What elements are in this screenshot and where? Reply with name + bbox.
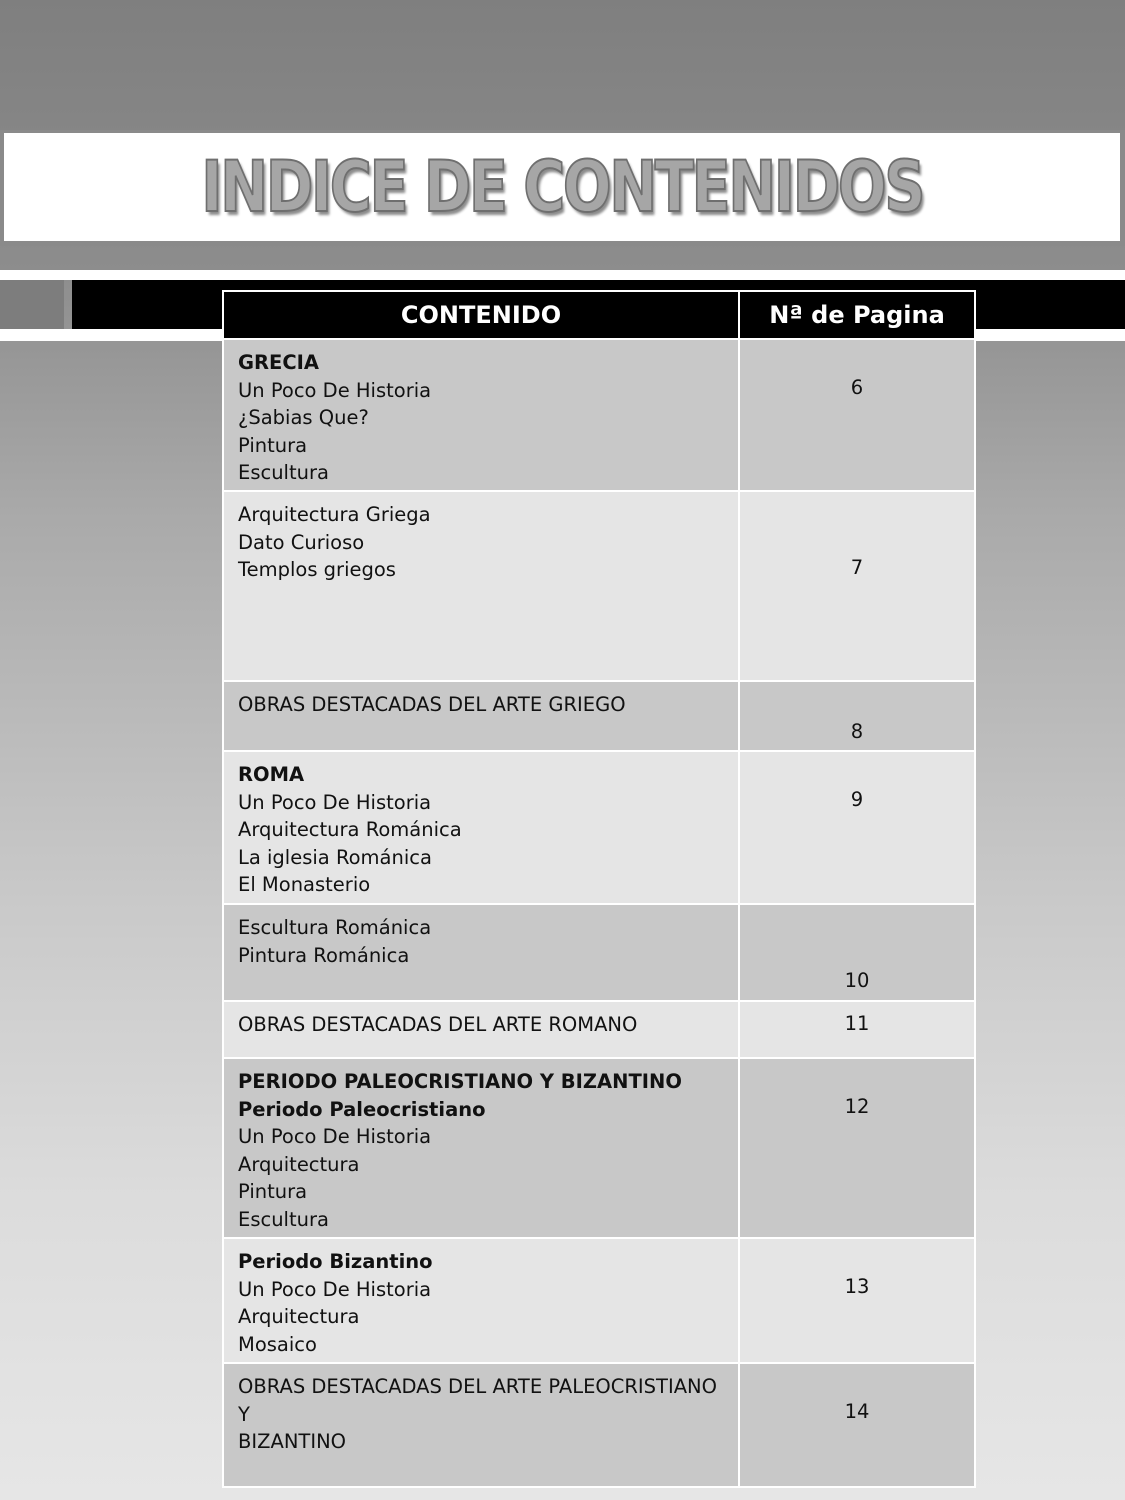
header-contenido: CONTENIDO (223, 291, 739, 339)
table-row (223, 1363, 975, 1487)
contents-entry: Escultura Románica (238, 916, 432, 939)
contents-entry: ¿Sabias Que? (238, 406, 369, 430)
title-banner (0, 130, 1125, 246)
page-number: 14 (844, 1400, 870, 1423)
page-number: 13 (844, 1275, 870, 1298)
page-number: 10 (844, 969, 870, 992)
contents-cell (223, 1001, 739, 1058)
table-row (223, 904, 975, 1001)
contents-entry: Escultura (238, 461, 329, 485)
contents-entry: Arquitectura (238, 1152, 360, 1176)
contents-cell (223, 681, 739, 751)
contents-cell (223, 339, 739, 491)
contents-entry: Arquitectura Románica (238, 818, 462, 842)
contents-entry: Dato Curioso (238, 530, 365, 554)
contents-entry: Pintura Románica (238, 943, 410, 967)
contents-cell (223, 1058, 739, 1238)
divider-top (0, 270, 1125, 280)
contents-entry: ROMA (238, 763, 305, 786)
table-row (223, 1058, 975, 1238)
table-header-row (223, 291, 975, 339)
contents-entry: PERIODO PALEOCRISTIANO Y BIZANTINO (238, 1070, 682, 1093)
table-row (223, 491, 975, 681)
contents-cell (223, 751, 739, 904)
contents-entry: Arquitectura Griega (238, 503, 431, 526)
page-number-cell (739, 491, 975, 681)
page-number-cell (739, 1058, 975, 1238)
page-number-cell (739, 339, 975, 491)
table-row (223, 1001, 975, 1058)
contents-cell (223, 1363, 739, 1487)
page-number-cell (739, 904, 975, 1001)
contents-entry: Pintura (238, 1180, 308, 1204)
table-row (223, 1238, 975, 1363)
page-number-cell (739, 1363, 975, 1487)
contents-entry: OBRAS DESTACADAS DEL ARTE GRIEGO (238, 693, 626, 716)
contents-entry: Arquitectura (238, 1305, 360, 1329)
header-page-number: Nª de Pagina (739, 291, 975, 339)
contents-entry: Periodo Paleocristiano (238, 1097, 486, 1121)
contents-entry: Pintura (238, 433, 308, 457)
page-number-cell (739, 751, 975, 904)
contents-entry: GRECIA (238, 351, 319, 374)
page-number: 6 (850, 376, 864, 399)
contents-entry: El Monasterio (238, 873, 371, 897)
page-number-cell (739, 1238, 975, 1363)
page-number: 11 (844, 1012, 870, 1035)
contents-entry: Un Poco De Historia (238, 1277, 432, 1301)
header-band-left (0, 280, 64, 329)
contents-entry: Un Poco De Historia (238, 1125, 432, 1149)
contents-cell (223, 1238, 739, 1363)
page-number: 8 (850, 720, 864, 743)
table-row (223, 681, 975, 751)
page-title: INDICE DE CONTENIDOS (201, 146, 923, 228)
page-number-cell (739, 1001, 975, 1058)
contents-entry: Templos griegos (238, 558, 396, 582)
contents-entry: Un Poco De Historia (238, 790, 432, 814)
title-box (4, 133, 1120, 241)
contents-entry: Un Poco De Historia (238, 378, 432, 402)
page-number: 12 (844, 1095, 870, 1118)
contents-cell (223, 491, 739, 681)
contents-entry: OBRAS DESTACADAS DEL ARTE PALEOCRISTIANO Y (238, 1375, 717, 1426)
table-row (223, 751, 975, 904)
page-number: 7 (850, 556, 864, 579)
contents-entry: Mosaico (238, 1332, 317, 1356)
page-number: 9 (850, 788, 864, 811)
table-row (223, 339, 975, 491)
contents-entry: Escultura (238, 1207, 329, 1231)
contents-table (222, 290, 976, 1488)
contents-cell (223, 904, 739, 1001)
contents-entry: OBRAS DESTACADAS DEL ARTE ROMANO (238, 1013, 638, 1036)
contents-entry: La iglesia Románica (238, 845, 432, 869)
page-number-cell (739, 681, 975, 751)
contents-entry: BIZANTINO (238, 1430, 347, 1454)
contents-entry: Periodo Bizantino (238, 1250, 433, 1273)
